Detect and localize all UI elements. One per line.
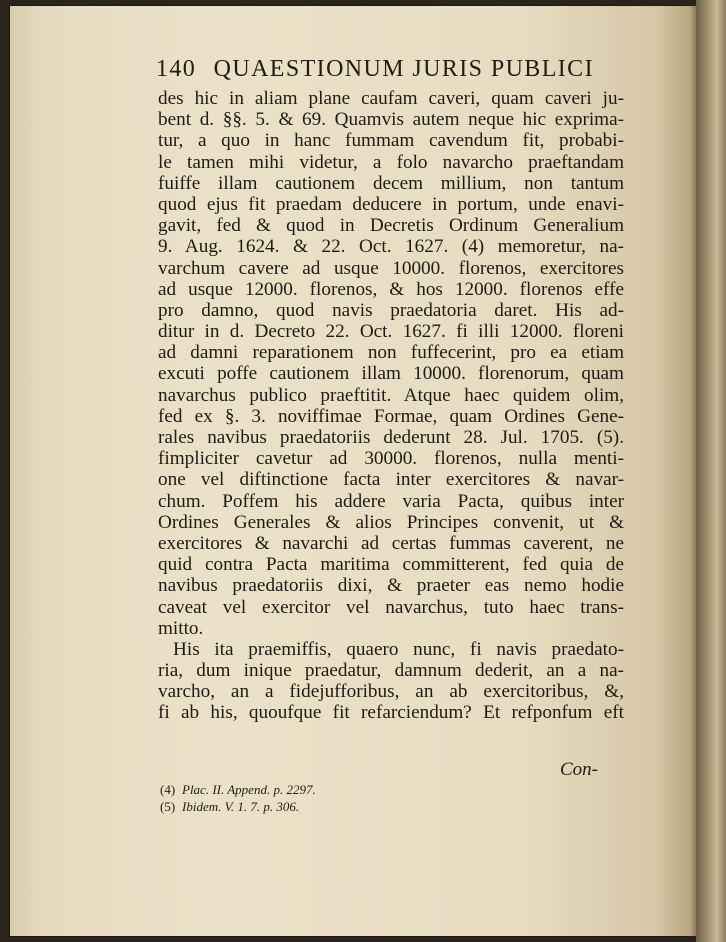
- text-line: ad damni reparationem non fuffecerint, pro ea etiam: [158, 342, 624, 364]
- text-line: varchum cavere ad usque 10000. florenos, exercitores: [158, 257, 624, 279]
- text-line: quod ejus fit praedam deducere in portum, unde enavi-: [158, 193, 624, 215]
- footnotes: [160, 781, 460, 815]
- text-line: ria, dum inique praedatur, damnum dederit, an a na-: [158, 660, 624, 682]
- text-line: tur, a quo in hanc fummam cavendum fit, probabi-: [158, 130, 624, 152]
- text-line: fimpliciter cavetur ad 30000. florenos, nulla menti-: [158, 448, 624, 470]
- text-line: le tamen mihi videtur, a folo navarcho praeftandam: [158, 151, 624, 173]
- text-line: excuti poffe cautionem illam 10000. florenorum, quam: [158, 363, 624, 385]
- footnote-text: Plac. II. Append. p. 2297.: [182, 782, 316, 797]
- text-line: one vel diftinctione facta inter exercitores & navar-: [158, 469, 624, 491]
- text-line: 9. Aug. 1624. & 22. Oct. 1627. (4) memoretur, na-: [158, 236, 624, 258]
- text-line: navibus praedatoriis dixi, & praeter eas nemo hodie: [158, 575, 624, 597]
- running-header: [156, 56, 626, 86]
- text-line: pro damno, quod navis praedatoria daret. His ad-: [158, 299, 624, 321]
- text-line-paragraph-start: His ita praemiffis, quaero nunc, fi navis praedato-: [173, 638, 624, 660]
- text-line: caveat vel exercitor vel navarchus, tuto haec trans-: [158, 596, 624, 618]
- text-line: navarchus publico praeftitit. Atque haec quidem olim,: [158, 384, 624, 406]
- text-line: fed ex §. 3. noviffimae Formae, quam Ordines Gene-: [158, 405, 624, 427]
- book-gutter: [696, 0, 726, 942]
- text-line: fi ab his, quoufque fit refarciendum? Et refponfum eft: [158, 702, 624, 724]
- catchword: Con-: [560, 759, 598, 780]
- text-line: rales navibus praedatoriis dederunt 28. Jul. 1705. (5).: [158, 427, 624, 448]
- text-line: bent d. §§. 5. & 69. Quamvis autem neque hic exprima-: [158, 109, 624, 131]
- footnote: [160, 798, 460, 815]
- text-line: des hic in aliam plane caufam caveri, quam caveri ju-: [158, 88, 624, 109]
- footnote-number: (5): [160, 799, 176, 814]
- text-line: ditur in d. Decreto 22. Oct. 1627. fi illi 12000. floreni: [158, 321, 624, 343]
- text-line: fuiffe illam cautionem decem millium, non tantum: [158, 172, 624, 194]
- text-line-paragraph-end: mitto.: [158, 617, 204, 639]
- text-line: quid contra Pacta maritima committerent, fed quia de: [158, 554, 624, 576]
- text-line: ad usque 12000. florenos, & hos 12000. florenos effe: [158, 278, 624, 300]
- text-line: Ordines Generales & alios Principes convenit, ut &: [158, 511, 624, 533]
- text-line: chum. Poffem his addere varia Pacta, quibus inter: [158, 490, 624, 512]
- text-line: gavit, fed & quod in Decretis Ordinum Generalium: [158, 215, 624, 237]
- footnote-text: Ibidem. V. 1. 7. p. 306.: [182, 799, 300, 814]
- page-number: 140: [156, 56, 197, 82]
- text-line: varcho, an a fidejufforibus, an ab exercitoribus, &,: [158, 681, 624, 703]
- running-title: QUAESTIONUM JURIS PUBLICI: [213, 56, 594, 82]
- footnote-number: (4): [160, 782, 176, 797]
- text-line: exercitores & navarchi ad certas fummas caverent, ne: [158, 532, 624, 554]
- main-text: [158, 88, 624, 724]
- footnote: [160, 781, 460, 798]
